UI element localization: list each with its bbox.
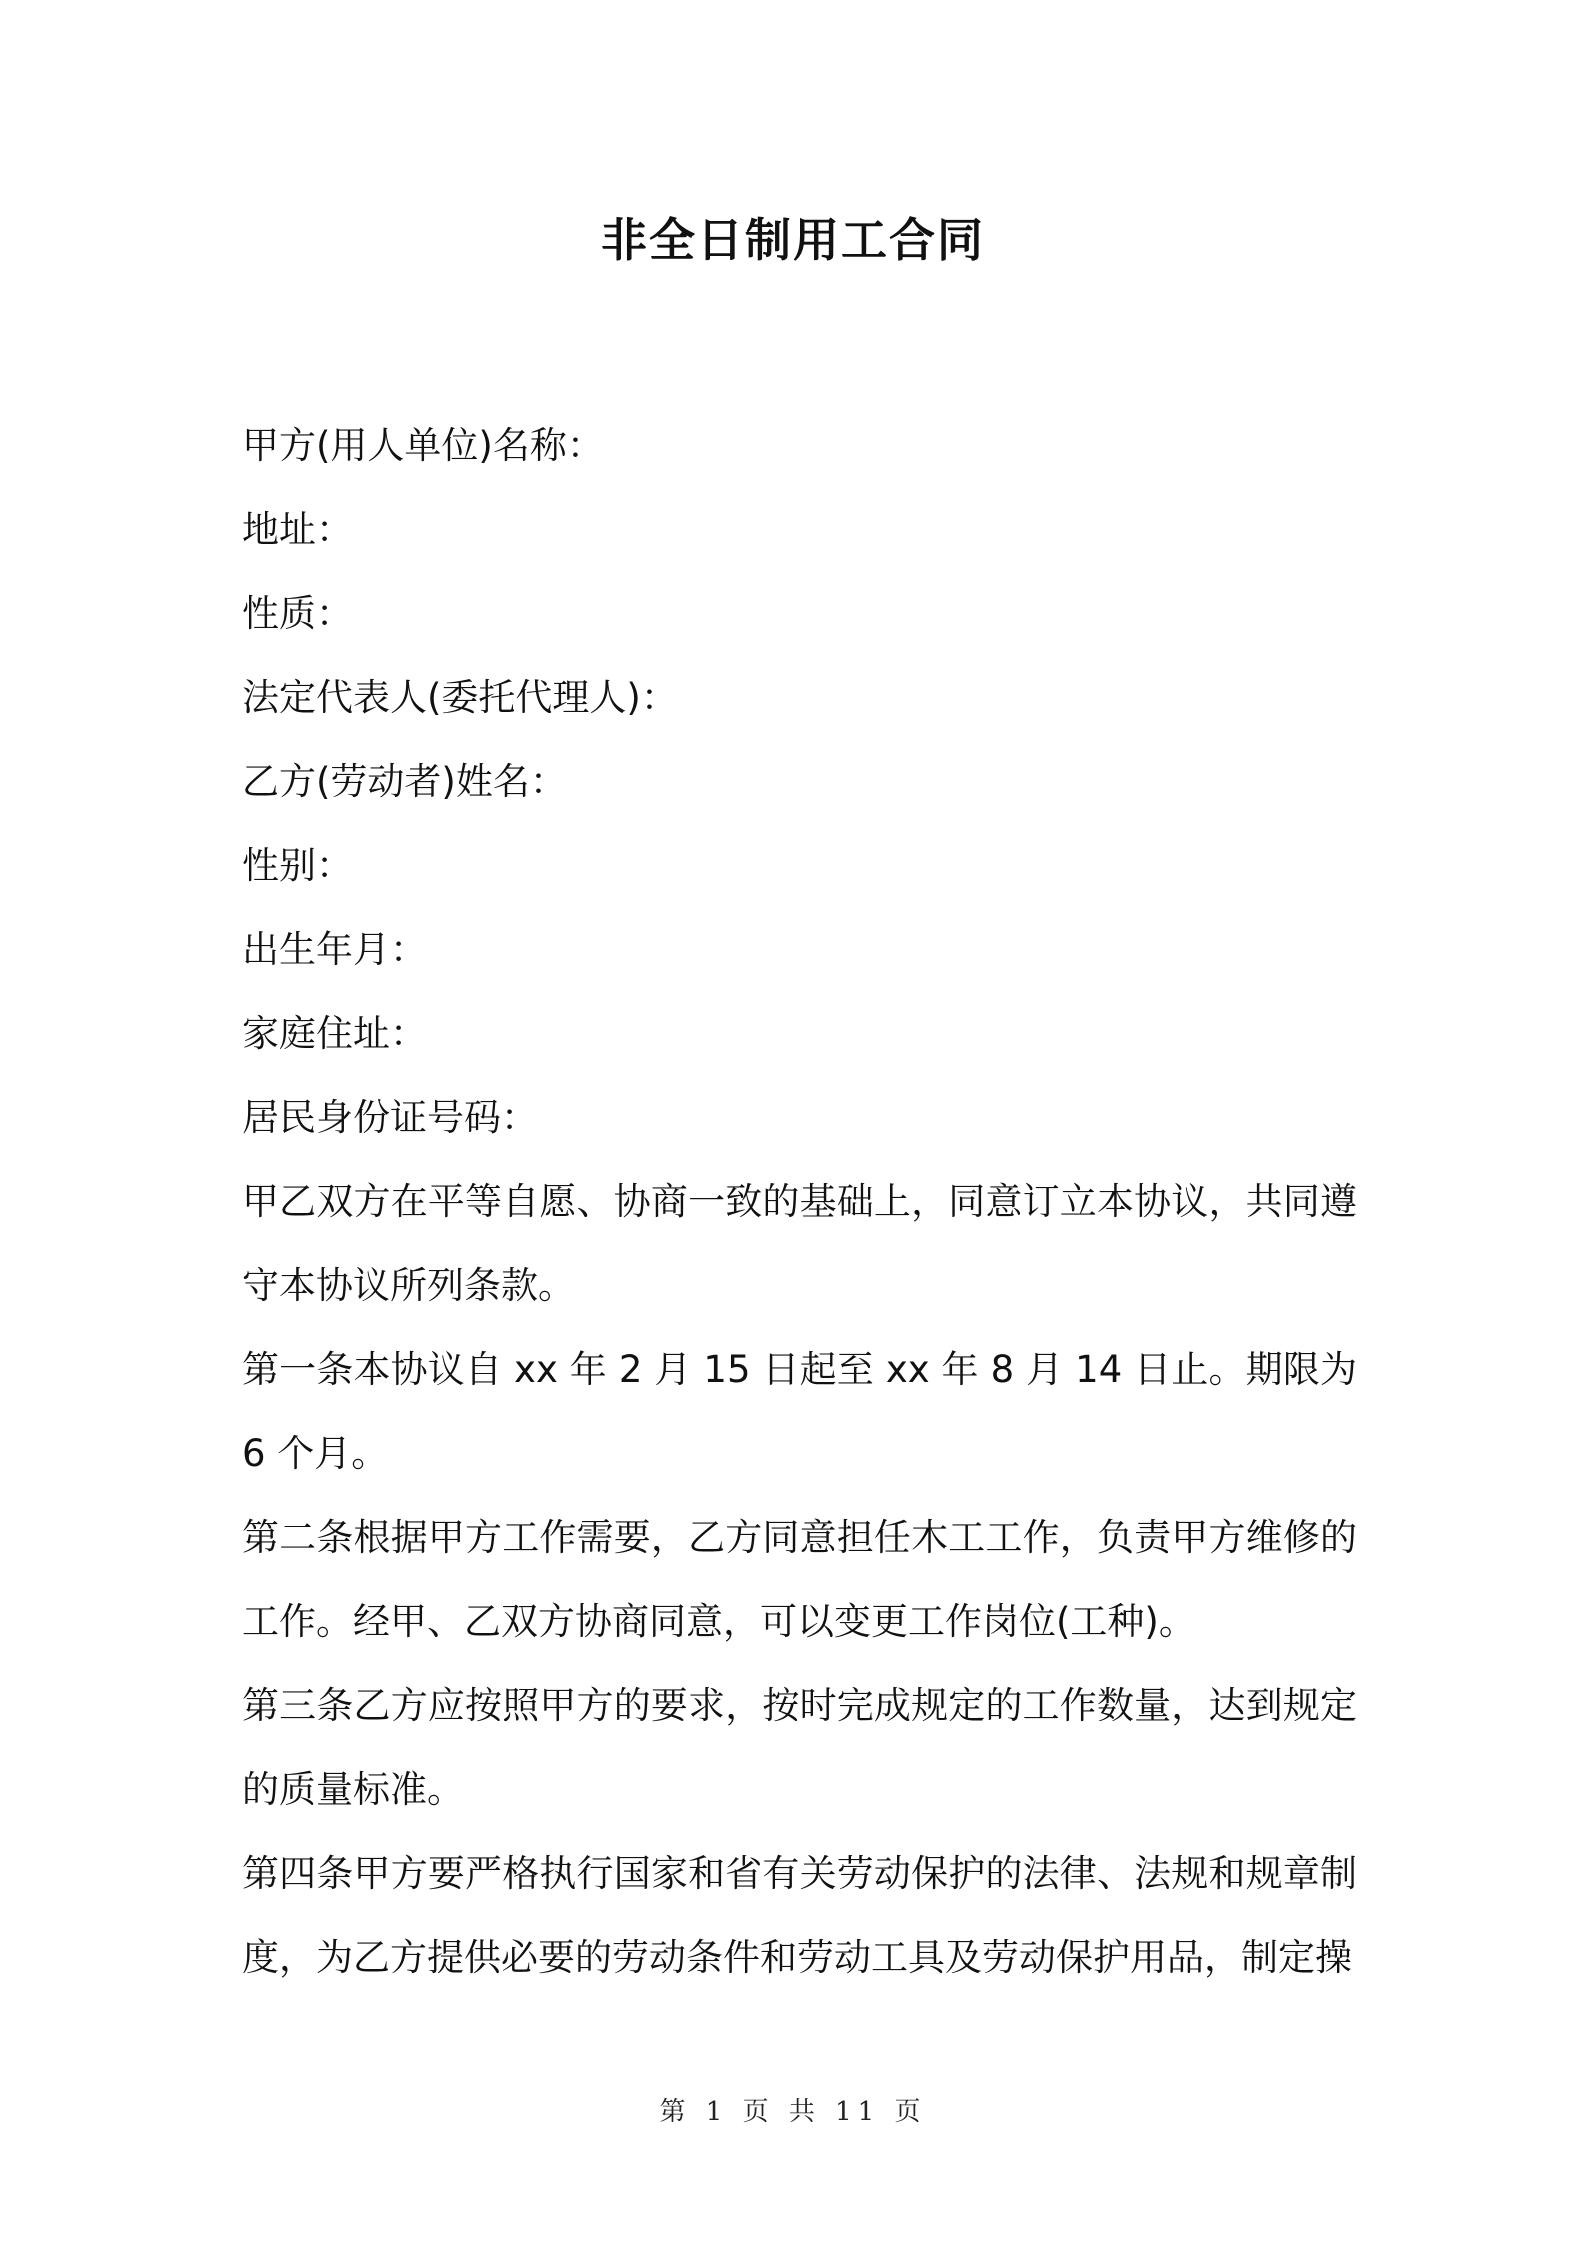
field-home-address: 家庭住址： bbox=[242, 1012, 427, 1055]
field-gender: 性别： bbox=[242, 844, 353, 887]
paragraph-article-1: 第一条本协议自 xx 年 2 月 15 日起至 xx 年 8 月 14 日止。期限为 6 个月。 bbox=[242, 1348, 1357, 1475]
field-employer-name: 甲方(用人单位)名称： bbox=[242, 424, 604, 467]
field-address: 地址： bbox=[242, 508, 353, 551]
paragraph-article-3: 第三条乙方应按照甲方的要求，按时完成规定的工作数量，达到规定的质量标准。 bbox=[242, 1684, 1357, 1811]
field-employee-name: 乙方(劳动者)姓名： bbox=[242, 760, 567, 803]
field-birth-date: 出生年月： bbox=[242, 928, 427, 971]
paragraph-article-4: 第四条甲方要严格执行国家和省有关劳动保护的法律、法规和规章制度，为乙方提供必要的劳动条件和劳动工具及劳动保护用品，制定操 bbox=[242, 1852, 1357, 1979]
field-legal-representative: 法定代表人(委托代理人)： bbox=[242, 676, 678, 719]
paragraph-preamble: 甲乙双方在平等自愿、协商一致的基础上，同意订立本协议，共同遵守本协议所列条款。 bbox=[242, 1180, 1357, 1307]
document-title: 非全日制用工合同 bbox=[601, 213, 985, 267]
page-number-footer: 第 1 页 共 11 页 bbox=[659, 2097, 927, 2127]
document-body bbox=[242, 404, 1357, 2000]
field-nature: 性质： bbox=[242, 592, 353, 635]
field-id-number: 居民身份证号码： bbox=[242, 1096, 538, 1139]
paragraph-article-2: 第二条根据甲方工作需要，乙方同意担任木工工作，负责甲方维修的工作。经甲、乙双方协商同意，可以变更工作岗位(工种)。 bbox=[242, 1516, 1357, 1643]
